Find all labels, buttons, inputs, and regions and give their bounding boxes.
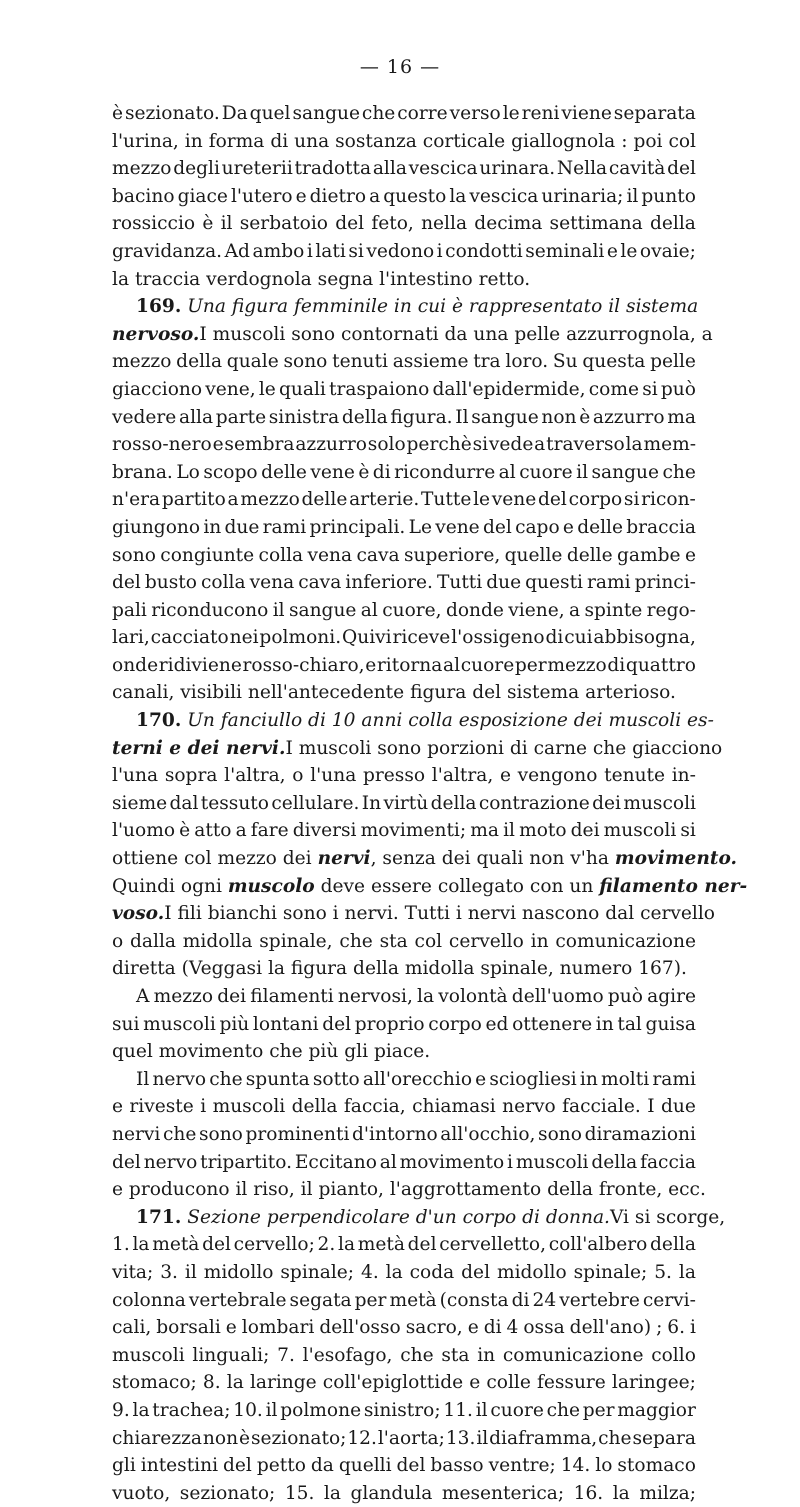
section-heading-line — [112, 707, 714, 735]
paragraph — [112, 1066, 706, 1204]
section-number: 171. — [136, 1206, 182, 1228]
page-number: — 16 — — [359, 56, 441, 78]
text-line: nervi che sono prominenti d'intorno all'occhio, sono diramazioni — [112, 1123, 696, 1145]
paragraph — [112, 983, 696, 1066]
text-line: diretta (Veggasi la figura della midolla spinale, numero 167). — [112, 958, 687, 980]
emphasis-movimento: movimento. — [614, 848, 738, 870]
text-line: chiarezza non è sezionato; 12. l'aorta; 13. il diaframma, che separa — [112, 1427, 696, 1449]
text-fragment: Quindi ogni — [112, 875, 222, 897]
text-line: la traccia verdognola segna l'intestino retto. — [112, 268, 531, 290]
text-line: vita; 3. il midollo spinale; 4. la coda del midollo spinale; 5. la — [112, 1261, 696, 1283]
text-line: A mezzo dei filamenti nervosi, la volontà dell'uomo può agire — [136, 986, 696, 1007]
section-number: 169. — [136, 296, 182, 318]
text-line: del busto colla vena cava inferiore. Tutti due questi rami princi- — [112, 572, 696, 594]
text-line: giungono in due rami principali. Le vene del capo e delle braccia — [112, 516, 696, 538]
text-line: onde ridiviene rosso-chiaro, e ritorna al cuore per mezzo di quattro — [112, 654, 696, 676]
text-line: mezzo della quale sono tenuti assieme tra loro. Su questa pelle — [112, 351, 696, 373]
section-title: Una figura femminile in cui è rappresentato il sistema — [187, 296, 699, 318]
emphasis-voso: voso. — [112, 903, 165, 925]
text-line: mezzo degli ureterii tradotta alla vescica urinara. Nella cavità del — [112, 158, 696, 180]
emphasis-filamento: filamento ner- — [599, 875, 748, 897]
section-first-text: I muscoli sono contornati da una pelle azzurrognola, a — [199, 323, 713, 345]
text-line: stomaco; 8. la laringe coll'epiglottide e colle fessure laringee; — [112, 1372, 696, 1394]
text-line: del nervo tripartito. Eccitano al movimento i muscoli della faccia — [112, 1151, 696, 1173]
text-line — [112, 900, 715, 928]
text-line: n'era partito a mezzo delle arterie. Tutte le vene del corpo si ricon- — [112, 489, 696, 511]
section-first-text: Vi si scorge, — [609, 1206, 726, 1228]
text-line — [112, 873, 748, 901]
section-171 — [112, 1204, 726, 1507]
text-line: brana. Lo scopo delle vene è di ricondurre al cuore il sangue che — [112, 461, 696, 483]
text-line: sono congiunte colla vena cava superiore, quelle delle gambe e — [112, 544, 696, 566]
text-line: lari, cacciato nei polmoni. Quivi riceve l'ossigeno di cui abbisogna, — [112, 627, 696, 649]
section-169 — [112, 293, 713, 707]
text-line: muscoli linguali; 7. l'esofago, che sta in comunicazione collo — [112, 1344, 696, 1366]
text-line: 9. la trachea; 10. il polmone sinistro; 11. il cuore che per maggior — [112, 1399, 696, 1421]
text-line: sieme dal tessuto cellulare. In virtù della contrazione dei muscoli — [112, 792, 696, 814]
text-line: l'uomo è atto a fare diversi movimenti; ma il moto dei muscoli si — [112, 820, 696, 842]
text-line: è sezionato. Da quel sangue che corre verso le reni viene separata — [112, 103, 696, 124]
section-title: Sezione perpendicolare d'un corpo di donna. — [187, 1206, 610, 1228]
text-line: pali riconducono il sangue al cuore, donde viene, a spinte rego- — [112, 599, 696, 621]
text-line: colonna vertebrale segata per metà (consta di 24 vertebre cervi- — [112, 1289, 696, 1311]
text-fragment: ottiene col mezzo dei — [112, 848, 312, 870]
text-fragment: , senza dei quali non v'ha — [370, 848, 609, 870]
text-line: gravidanza. Ad ambo i lati si vedono i condotti seminali e le ovaie; — [112, 240, 696, 262]
section-170 — [112, 707, 748, 983]
text-fragment: I fili bianchi sono i nervi. Tutti i nervi nascono dal cervello — [164, 903, 715, 925]
emphasis-muscolo: muscolo — [227, 875, 315, 897]
body-text — [112, 100, 748, 1507]
text-line: l'urina, in forma di una sostanza corticale giallognola : poi col — [112, 130, 696, 152]
text-line — [112, 321, 713, 349]
text-line: vedere alla parte sinistra della figura. Il sangue non è azzurro ma — [112, 406, 696, 428]
text-line — [112, 845, 738, 873]
text-line: l'una sopra l'altra, o l'una presso l'altra, e vengono tenute in- — [112, 765, 696, 787]
section-heading-line — [112, 1204, 726, 1232]
text-line: giacciono vene, le quali traspaiono dall'epidermide, come si può — [112, 378, 696, 400]
section-title-continued: terni e dei nervi. — [112, 737, 286, 759]
section-first-text: I muscoli sono porzioni di carne che giacciono — [285, 737, 723, 759]
text-line: cali, borsali e lombari dell'osso sacro, e di 4 ossa dell'ano) ; 6. i — [112, 1317, 696, 1339]
text-line: canali, visibili nell'antecedente figura del sistema arterioso. — [112, 682, 676, 704]
text-line: o dalla midolla spinale, che sta col cervello in comunicazione — [112, 930, 696, 952]
text-fragment: deve essere collegato con un — [320, 875, 594, 897]
text-line: e producono il riso, il pianto, l'aggrottamento della fronte, ecc. — [112, 1179, 706, 1201]
text-line: gli intestini del petto da quelli del basso ventre; 14. lo stomaco — [112, 1455, 696, 1477]
text-line: vuoto, sezionato; 15. la glandula mesenterica; 16. la milza; — [112, 1482, 696, 1504]
section-title: Un fanciullo di 10 anni colla esposizione dei muscoli es- — [187, 710, 714, 732]
text-line: e riveste i muscoli della faccia, chiamasi nervo facciale. I due — [112, 1096, 696, 1118]
text-line: rosso-nero e sembra azzurro solo perchè si vede a traverso la mem- — [112, 434, 696, 456]
text-line: rossiccio è il serbatoio del feto, nella decima settimana della — [112, 213, 696, 235]
section-number: 170. — [136, 710, 182, 732]
section-title-continued: nervoso. — [112, 323, 200, 345]
text-line: bacino giace l'utero e dietro a questo la vescica urinaria; il punto — [112, 185, 696, 207]
text-line: quel movimento che più gli piace. — [112, 1041, 431, 1063]
text-line — [112, 735, 723, 763]
text-line: 1. la metà del cervello; 2. la metà del cervelletto, coll'albero della — [112, 1234, 696, 1256]
text-line: sui muscoli più lontani del proprio corpo ed ottenere in tal guisa — [112, 1013, 696, 1035]
section-heading-line — [112, 293, 699, 321]
text-line: Il nervo che spunta sotto all'orecchio e sciogliesi in molti rami — [136, 1068, 696, 1090]
paragraph-continuation — [112, 100, 696, 293]
emphasis-nervi: nervi — [317, 848, 371, 870]
